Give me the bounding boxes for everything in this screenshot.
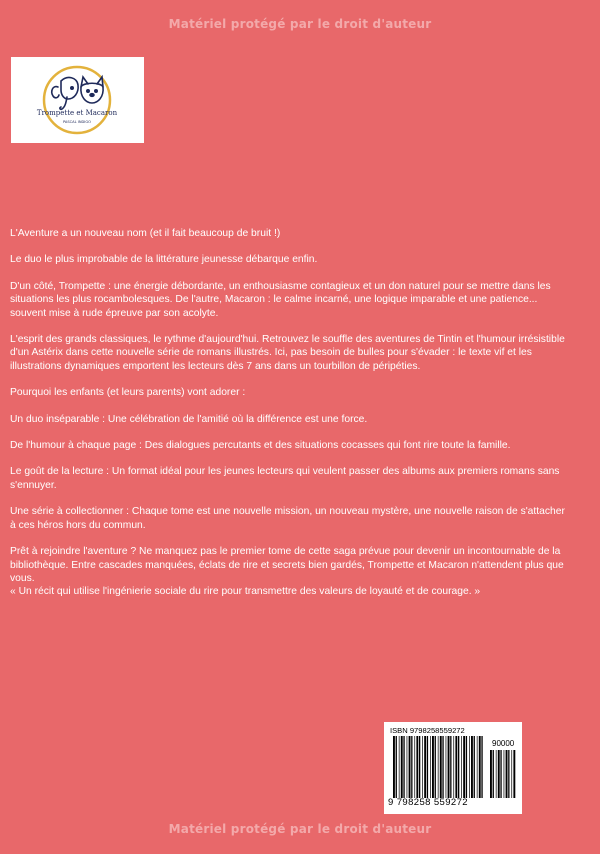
paragraph-gap (10, 492, 570, 505)
copyright-watermark-top: Matériel protégé par le droit d'auteur (168, 17, 432, 31)
barcode-bar (407, 736, 408, 798)
barcode-bar (513, 750, 515, 798)
barcode-bar (432, 736, 434, 798)
barcode-bar (463, 736, 465, 798)
barcode-bar (466, 736, 467, 798)
barcode-bar (435, 736, 436, 798)
barcode-bar (500, 750, 501, 798)
barcode-bar (438, 736, 439, 798)
paragraph-gap (10, 373, 570, 386)
barcode-bar (409, 736, 411, 798)
barcode-bar (496, 750, 497, 798)
barcode-bar (508, 750, 509, 798)
logo-emblem (11, 57, 144, 143)
paragraph-gap (10, 426, 570, 439)
barcode-bar (446, 736, 447, 798)
barcode-bar (481, 736, 482, 798)
barcode-bar (403, 736, 404, 798)
description-paragraph: Pourquoi les enfants (et leurs parents) vont adorer : (10, 387, 246, 399)
price-code: 90000 (492, 739, 515, 748)
barcode-bar (479, 736, 481, 798)
barcode-bar (511, 750, 512, 798)
isbn-barcode (384, 722, 522, 814)
barcode-bar (453, 736, 454, 798)
description-paragraph: Le goût de la lecture : Un format idéal pour les jeunes lecteurs qui veulent passer des albums aux premiers romans sans s'ennuyer. (10, 466, 560, 491)
barcode-bar (498, 750, 500, 798)
publisher-logo (11, 57, 144, 143)
barcode-bar (396, 736, 397, 798)
back-cover-description (10, 227, 570, 599)
barcode-bar (458, 736, 459, 798)
description-paragraph: D'un côté, Trompette : une énergie débordante, un enthousiasme contagieux et un don naturel pour se mettre dans les situations les plus rocambolesques. De l'autre, Macaron : le calme incarné, une logique imparable et une patience... souvent mise à rude épreuve par son acolyte. (10, 280, 551, 319)
barcode-bar (448, 736, 450, 798)
paragraph-gap (10, 320, 570, 333)
description-paragraph: L'Aventure a un nouveau nom (et il fait beaucoup de bruit !) (10, 228, 281, 239)
barcode-bar (490, 750, 492, 798)
description-paragraph: De l'humour à chaque page : Des dialogues percutants et des situations cocasses qui font rire toute la famille. (10, 440, 511, 452)
barcode-bar (422, 736, 423, 798)
paragraph-gap (10, 267, 570, 280)
barcode-bar (455, 736, 457, 798)
barcode-digits: 9 798258 559272 (388, 797, 468, 808)
barcode-bar (450, 736, 451, 798)
isbn-label: ISBN 9798258559272 (390, 726, 465, 735)
paragraph-gap (10, 240, 570, 253)
paragraph-gap (10, 532, 570, 545)
logo-author-text: PASCAL INDIGO (63, 120, 91, 124)
barcode-bar (414, 736, 415, 798)
barcode-bar (416, 736, 418, 798)
barcode-bar (471, 736, 473, 798)
logo-brand-text: Trompette et Macaron (36, 109, 118, 117)
barcode-bar (419, 736, 420, 798)
barcode-bar (474, 736, 475, 798)
paragraph-gap (10, 400, 570, 413)
description-paragraph: Un duo inséparable : Une célébration de l'amitié où la différence est une force. (10, 413, 368, 425)
copyright-watermark-bottom: Matériel protégé par le droit d'auteur (168, 822, 432, 836)
description-paragraph: « Un récit qui utilise l'ingénierie sociale du rire pour transmettre des valeurs de loyauté et de courage. » (10, 586, 481, 598)
barcode-bar (399, 736, 400, 798)
description-paragraph: Une série à collectionner : Chaque tome est une nouvelle mission, un nouveau mystère, une nouvelle raison de s'attacher à ces héros hors du commun. (10, 506, 565, 531)
paragraph-gap (10, 452, 570, 465)
barcode-bar (427, 736, 428, 798)
description-paragraph: L'esprit des grands classiques, le rythme d'aujourd'hui. Retrouvez le souffle des aventures de Tintin et l'humour irrésistible d'un Astérix dans cette nouvelle série de romans illustrés. Ici, pas besoin de bulles pour s'évader : le texte vif et les illustrations dynamiques emportent les lecteurs dès 7 ans dans un tourbillon de péripéties. (10, 334, 565, 372)
barcode-bar (440, 736, 442, 798)
barcode-bar (469, 736, 470, 798)
barcode-bar (424, 736, 426, 798)
barcode-bar (461, 736, 462, 798)
barcode-bar (506, 750, 508, 798)
barcode-bar (504, 750, 505, 798)
barcode-bar (393, 736, 395, 798)
barcode-bar (493, 750, 494, 798)
description-paragraph: Prêt à rejoindre l'aventure ? Ne manquez pas le premier tome de cette saga prévue pour devenir un incontournable de la bibliothèque. Entre cascades manquées, éclats de rire et secrets bien gardés, Trompette et Macaron n'attendent plus que vous. (10, 546, 564, 584)
barcode-bar (442, 736, 443, 798)
barcode-bar (477, 736, 478, 798)
barcode-bar (411, 736, 412, 798)
barcode-bar (430, 736, 431, 798)
description-paragraph: Le duo le plus improbable de la littérature jeunesse débarque enfin. (10, 254, 318, 266)
barcode-bar (401, 736, 403, 798)
